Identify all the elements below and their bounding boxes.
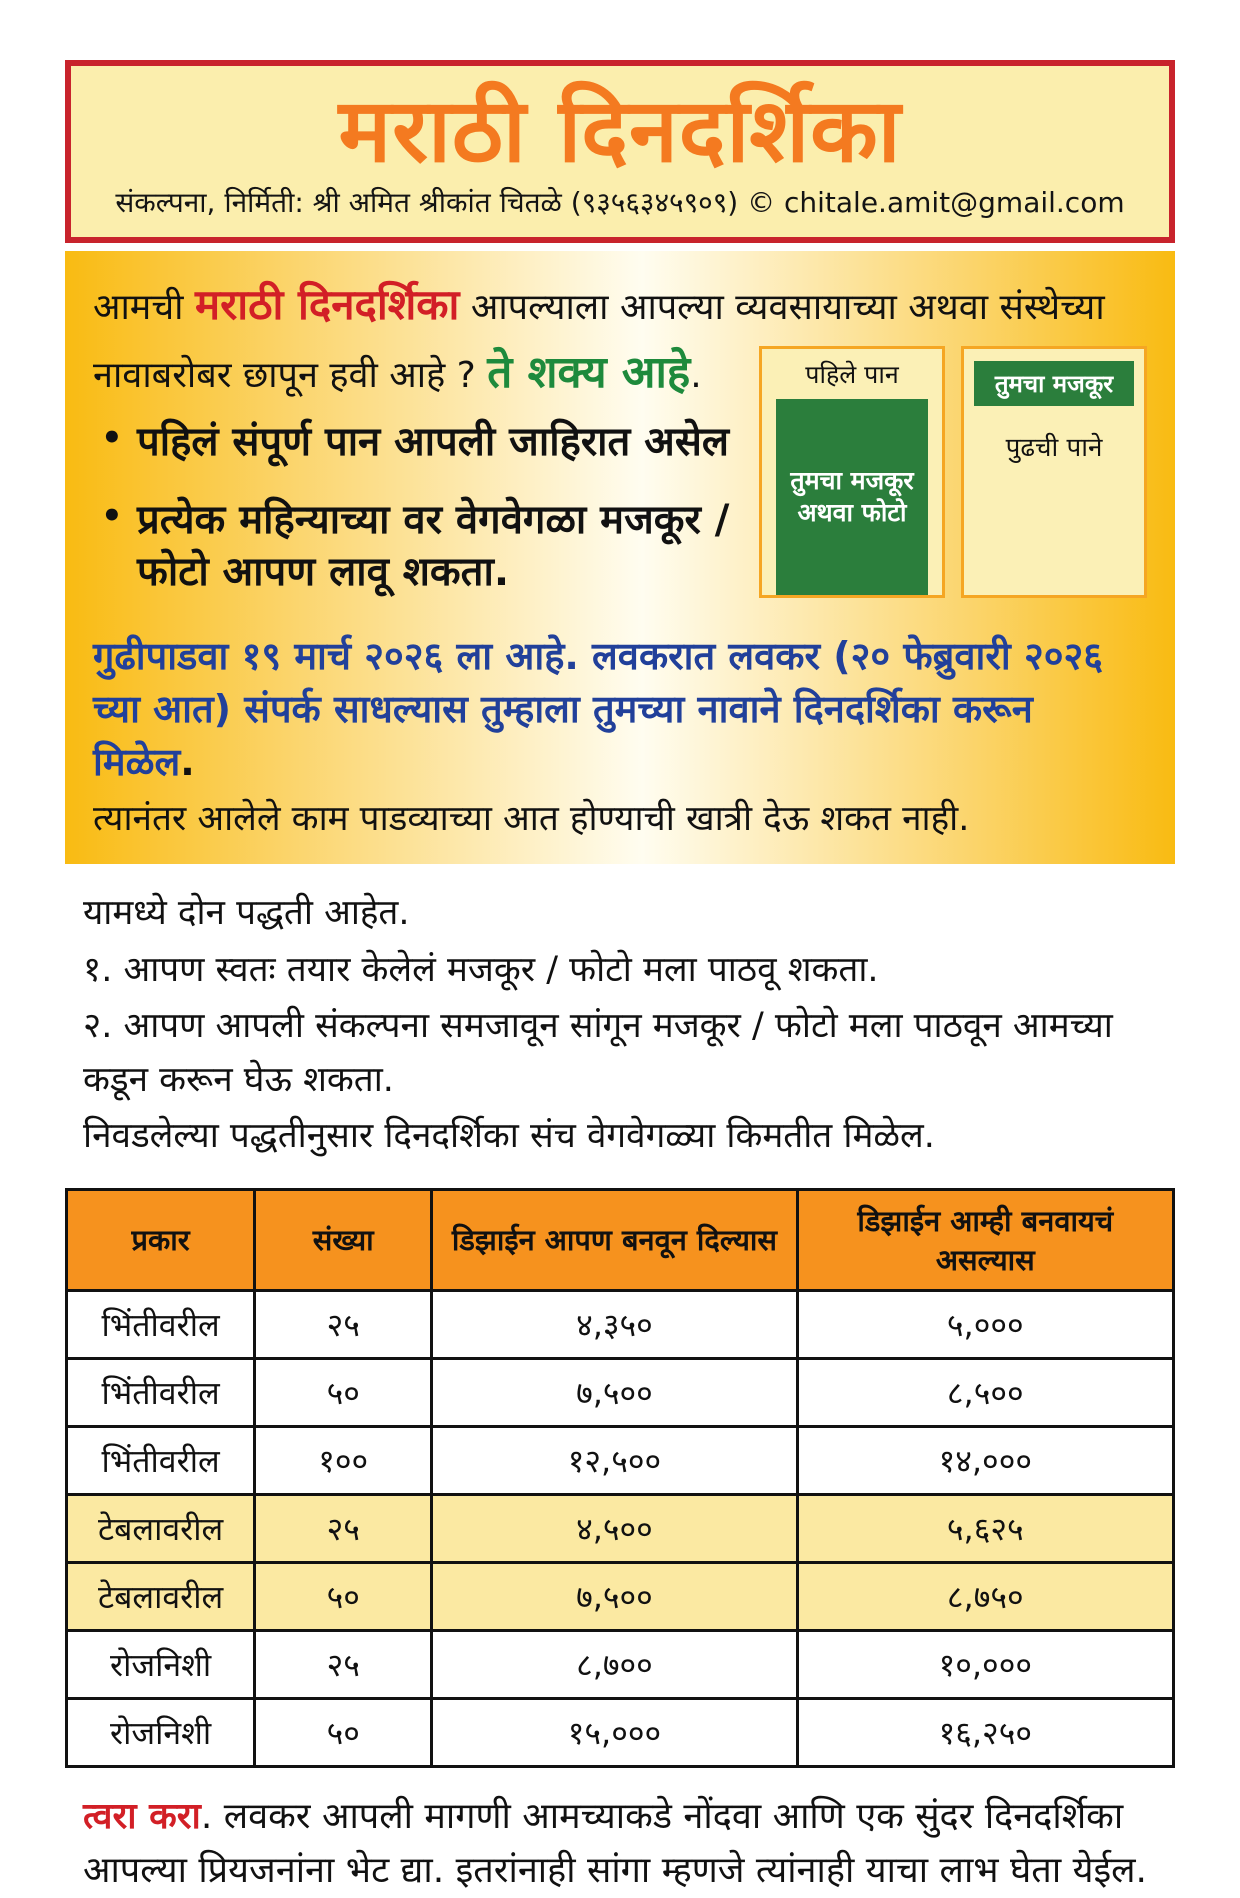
cell-type: टेबलावरील xyxy=(67,1562,255,1630)
header-box xyxy=(65,60,1175,243)
cell-price-own-design: ४,३५० xyxy=(432,1290,797,1358)
table-row xyxy=(67,1358,1174,1426)
intro-question-line xyxy=(93,340,745,406)
header-subtitle: संकल्पना, निर्मिती: श्री अमित श्रीकांत चितळे (९३५६३४५९०९) © chitale.amit@gmail.com xyxy=(115,186,1125,220)
cell-price-our-design: ५,००० xyxy=(797,1290,1173,1358)
intro-possible: ते शक्य आहे xyxy=(487,347,691,399)
cell-type: रोजनिशी xyxy=(67,1630,255,1698)
cell-price-own-design: १५,००० xyxy=(432,1698,797,1766)
cell-price-our-design: ५,६२५ xyxy=(797,1494,1173,1562)
cell-price-our-design: १४,००० xyxy=(797,1426,1173,1494)
promo-columns xyxy=(93,340,1147,624)
cell-price-own-design: ७,५०० xyxy=(432,1358,797,1426)
intro-part1: आमची xyxy=(93,287,184,329)
bullet-item-monthly-content xyxy=(93,494,745,598)
footer-text: . लवकर आपली मागणी आमच्याकडे नोंदवा आणि एक सुंदर दिनदर्शिका आपल्या प्रियजनांना भेट द्या. इतरांनाही सांगा म्हणजे त्यांनाही याचा लाभ घेता येईल. xyxy=(83,1795,1147,1891)
deadline-note: त्यानंतर आलेले काम पाडव्याच्या आत होण्याची खात्री देऊ शकत नाही. xyxy=(93,798,970,839)
table-row-highlighted xyxy=(67,1562,1174,1630)
cell-type: भिंतीवरील xyxy=(67,1426,255,1494)
cell-quantity: २५ xyxy=(255,1494,432,1562)
footer-hurry-lead: त्वरा करा xyxy=(83,1795,201,1837)
cell-type: भिंतीवरील xyxy=(67,1290,255,1358)
cell-price-own-design: १२,५०० xyxy=(432,1426,797,1494)
cell-price-our-design: ८,५०० xyxy=(797,1358,1173,1426)
header-design-by-us: डिझाईन आम्ही बनवायचं असल्यास xyxy=(797,1189,1173,1290)
intro-paragraph xyxy=(93,275,1147,336)
bullet-text: प्रत्येक महिन्याच्या वर वेगवेगळा मजकूर / फोटो आपण लावू शकता. xyxy=(137,497,730,596)
sample-content-placeholder: तुमचा मजकूर अथवा फोटो xyxy=(776,399,928,595)
table-row xyxy=(67,1630,1174,1698)
sample-pages-preview xyxy=(759,340,1147,624)
deadline-paragraph xyxy=(93,630,1147,790)
deadline-text: गुढीपाडवा १९ मार्च २०२६ ला आहे. लवकरात लवकर (२० फेब्रुवारी २०२६ च्या आत) संपर्क साधल्यास तुम्हाला तुमच्या नावाने दिनदर्शिका करून मिळेल xyxy=(93,634,1103,785)
sample-content-banner: तुमचा मजकूर xyxy=(974,361,1134,406)
method-option-1: १. आपण स्वतः तयार केलेलं मजकूर / फोटो मला पाठवू शकता. xyxy=(83,949,879,990)
footer-paragraph xyxy=(65,1768,1175,1898)
sample-first-page-box xyxy=(759,346,945,598)
table-row xyxy=(67,1426,1174,1494)
bullet-item-first-page xyxy=(93,416,745,468)
cell-quantity: ५० xyxy=(255,1562,432,1630)
header-design-by-customer: डिझाईन आपण बनवून दिल्यास xyxy=(432,1189,797,1290)
sample-first-page-label: पहिले पान xyxy=(805,360,899,390)
sample-next-pages-box xyxy=(961,346,1147,598)
cell-quantity: १०० xyxy=(255,1426,432,1494)
cell-price-our-design: ८,७५० xyxy=(797,1562,1173,1630)
cell-quantity: २५ xyxy=(255,1290,432,1358)
cell-price-our-design: १०,००० xyxy=(797,1630,1173,1698)
cell-type: भिंतीवरील xyxy=(67,1358,255,1426)
table-row xyxy=(67,1290,1174,1358)
table-row xyxy=(67,1698,1174,1766)
cell-price-own-design: ४,५०० xyxy=(432,1494,797,1562)
header-type: प्रकार xyxy=(67,1189,255,1290)
table-row-highlighted xyxy=(67,1494,1174,1562)
promo-text-column xyxy=(93,340,759,624)
price-table xyxy=(65,1188,1175,1768)
intro-part2: आपल्याला आपल्या व्यवसायाच्या अथवा संस्थेच्या xyxy=(470,287,1105,329)
methods-intro: यामध्ये दोन पद्धती आहेत. xyxy=(83,893,410,934)
page-title: मराठी दिनदर्शिका xyxy=(338,79,902,182)
sample-next-pages-label: पुढची पाने xyxy=(1005,433,1103,464)
bullet-icon: • xyxy=(101,496,123,537)
intro-highlight: मराठी दिनदर्शिका xyxy=(194,280,460,330)
cell-price-own-design: ७,५०० xyxy=(432,1562,797,1630)
method-option-2: २. आपण आपली संकल्पना समजावून सांगून मजकूर / फोटो मला पाठवून आमच्या कडून करून घेऊ शकता. xyxy=(83,1005,1113,1101)
cell-type: टेबलावरील xyxy=(67,1494,255,1562)
intro-period: . xyxy=(690,355,702,397)
cell-quantity: २५ xyxy=(255,1630,432,1698)
promo-section xyxy=(65,251,1175,864)
bullet-list xyxy=(93,416,745,598)
price-table-body xyxy=(67,1290,1174,1766)
header-quantity: संख्या xyxy=(255,1189,432,1290)
cell-quantity: ५० xyxy=(255,1358,432,1426)
bullet-text: पहिलं संपूर्ण पान आपली जाहिरात असेल xyxy=(137,419,729,466)
bullet-icon: • xyxy=(101,418,123,459)
intro-question: नावाबरोबर छापून हवी आहे ? xyxy=(93,355,476,397)
methods-pricing-note: निवडलेल्या पद्धतीनुसार दिनदर्शिका संच वेगवेगळ्या किमतीत मिळेल. xyxy=(83,1116,935,1157)
deadline-period: . xyxy=(180,740,195,785)
table-header-row xyxy=(67,1189,1174,1290)
cell-type: रोजनिशी xyxy=(67,1698,255,1766)
cell-price-our-design: १६,२५० xyxy=(797,1698,1173,1766)
price-table-header xyxy=(67,1189,1174,1290)
cell-price-own-design: ८,७०० xyxy=(432,1630,797,1698)
methods-section xyxy=(65,864,1175,1163)
cell-quantity: ५० xyxy=(255,1698,432,1766)
